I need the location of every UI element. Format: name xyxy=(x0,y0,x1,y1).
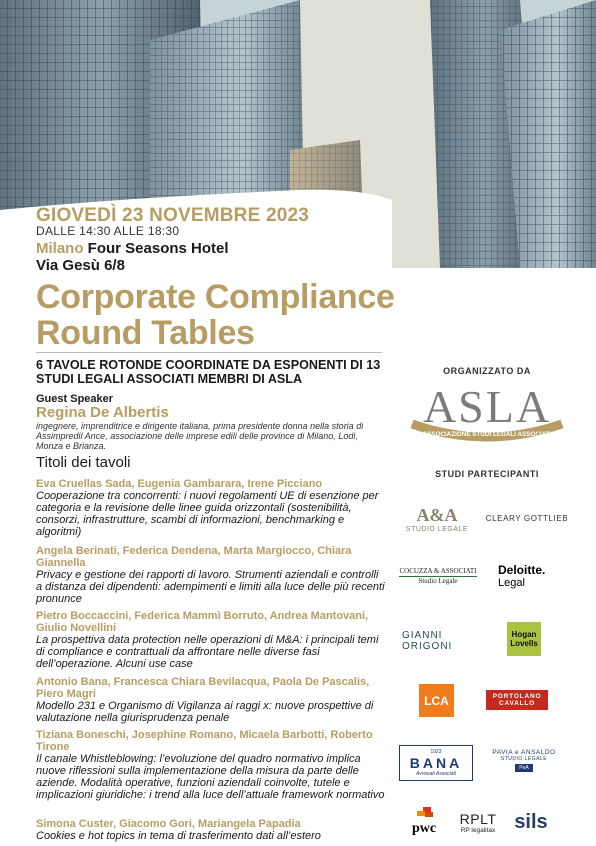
bana-sub: Avvocati Associati xyxy=(415,771,457,777)
asla-logo-text: ASLA xyxy=(422,381,552,432)
table-topic: Cooperazione tra concorrenti: i nuovi regolamenti UE di esenzione per categoria e la revisione delle linee guida orizzontali (sostenibilità, consorzi, infrastrutture, scambi di informazioni, benchmarking e algoritmi) xyxy=(36,490,379,538)
rplt-sub: RP legalitax xyxy=(460,826,496,834)
guest-description: ingegnere, imprenditrice e dirigente italiana, prima presidente donna nella storia di Assimpredil Ance, associazione delle imprese edili delle province di Milano, Lodi, Monza e Brianza. xyxy=(36,421,364,451)
cocuzza-sub: Studio Legale xyxy=(418,577,458,585)
rplt-logo xyxy=(456,806,500,838)
table-topic: Privacy e gestione dei rapporti di lavoro. Strumenti aziendali e controlli a distanza dei dipendenti: adempimenti e limiti alla luce delle più recenti pronunce xyxy=(36,569,385,605)
subtitle: 6 TAVOLE ROTONDE COORDINATE DA ESPONENTI DI 13 STUDI LEGALI ASSOCIATI MEMBRI DI ASLA xyxy=(36,358,381,386)
table-speakers: Angela Berinati, Federica Dendena, Marta Margiocco, Chiara Giannella xyxy=(36,545,352,569)
tables-heading: Titoli dei tavoli xyxy=(36,454,131,471)
table-speakers: Antonio Bana, Francesca Chiara Bevilacqua, Paola De Pascalis, Piero Magri xyxy=(36,676,370,700)
cocuzza-name: COCUZZA & ASSOCIATI xyxy=(399,567,477,575)
bana-name: BANA xyxy=(409,755,463,771)
hogan-lovells-logo xyxy=(507,622,541,656)
gianni-line-2: ORIGONI xyxy=(402,641,453,652)
gianni-origoni-logo xyxy=(402,626,466,656)
round-table-item xyxy=(36,818,386,842)
sils-text: sils xyxy=(514,810,548,833)
bana-logo xyxy=(399,745,473,781)
deloitte-legal-logo xyxy=(498,562,558,590)
lca-logo xyxy=(419,684,454,717)
aa-logo-sub: STUDIO LEGALE xyxy=(405,526,469,533)
table-topic: Il canale Whistleblowing: l’evoluzione del quadro normativo implica nuove riflessioni sulla implementazione della misura da parte delle aziende. Modalità operative, funzioni aziendali coinvolte, tutele e implicazioni giuridiche: i trend alla luce dell’attuale framework normativo xyxy=(36,753,385,801)
portolano-line-2: CAVALLO xyxy=(498,700,536,707)
pavia-ansaldo-logo xyxy=(488,745,560,775)
asla-logo xyxy=(404,372,570,454)
event-hotel: Four Seasons Hotel xyxy=(87,240,229,257)
table-topic: Modello 231 e Organismo di Vigilanza ai raggi x: nuove prospettive di valutazione nella giurisprudenza penale xyxy=(36,700,374,724)
round-table-item xyxy=(36,610,386,670)
rplt-name: RPLT xyxy=(459,810,497,827)
table-speakers: Tiziana Boneschi, Josephine Romano, Micaela Barbotti, Roberto Tirone xyxy=(36,729,373,753)
gianni-line-1: GIANNI xyxy=(402,630,443,641)
table-topic: La prospettiva data protection nelle operazioni di M&A: i principali temi di compliance e contrattuali da affrontare nelle diverse fasi dell’operazione. Alcuni use case xyxy=(36,634,379,670)
pavia-badge: PeA xyxy=(515,764,532,772)
pwc-mark-icon xyxy=(413,807,435,821)
hogan-line-2: Lovells xyxy=(510,639,538,648)
event-venue xyxy=(36,240,229,274)
portolano-line-1: PORTOLANO xyxy=(492,693,542,700)
cocuzza-logo xyxy=(398,563,478,589)
organizer-label: ORGANIZZATO DA xyxy=(443,366,531,376)
guest-name: Regina De Albertis xyxy=(36,404,169,421)
hogan-line-1: Hogan xyxy=(511,630,537,639)
event-city: Milano xyxy=(36,240,84,257)
table-speakers: Pietro Boccaccini, Federica Mammì Borruto, Andrea Mantovani, Giulio Novellini xyxy=(36,610,369,634)
title-line-1: Corporate Compliance xyxy=(36,278,395,316)
event-address: Via Gesù 6/8 xyxy=(36,257,125,274)
deloitte-name: Deloitte. xyxy=(498,563,546,577)
pwc-logo xyxy=(403,806,445,838)
sils-logo xyxy=(511,806,551,838)
table-speakers: Eva Cruellas Sada, Eugenia Gambarara, Irene Picciano xyxy=(36,478,323,490)
deloitte-sub: Legal xyxy=(498,577,525,589)
cleary-gottlieb-text: CLEARY GOTTLIEB xyxy=(485,513,569,523)
event-date: GIOVEDÌ 23 NOVEMBRE 2023 xyxy=(36,205,310,226)
event-time: DALLE 14:30 ALLE 18:30 xyxy=(36,224,180,238)
table-speakers: Simona Custer, Giacomo Gori, Mariangela Papadia xyxy=(36,818,301,830)
round-table-item xyxy=(36,676,386,724)
asla-logo-subtext: ASSOCIAZIONE STUDI LEGALI ASSOCIATI xyxy=(422,431,552,438)
title-line-2: Round Tables xyxy=(36,314,255,352)
pavia-sub: STUDIO LEGALE xyxy=(500,755,548,762)
pavia-name: PAVIA e ANSALDO xyxy=(492,748,556,756)
table-topic: Cookies e hot topics in tema di trasferimento dati all’estero xyxy=(36,830,321,842)
round-table-item xyxy=(36,545,386,605)
lca-text: LCA xyxy=(424,693,449,708)
bana-year: 1923 xyxy=(430,749,442,755)
studi-label: STUDI PARTECIPANTI xyxy=(435,469,539,479)
page-title xyxy=(36,279,395,351)
pwc-text: pwc xyxy=(411,821,437,836)
round-table-item xyxy=(36,478,386,538)
cleary-gottlieb-logo xyxy=(484,510,570,526)
aa-logo-mark: A&A xyxy=(416,505,458,525)
title-divider xyxy=(36,352,382,353)
round-table-item xyxy=(36,729,386,801)
guest-label: Guest Speaker xyxy=(36,393,114,405)
aa-logo xyxy=(404,496,470,542)
portolano-cavallo-logo xyxy=(486,690,548,710)
